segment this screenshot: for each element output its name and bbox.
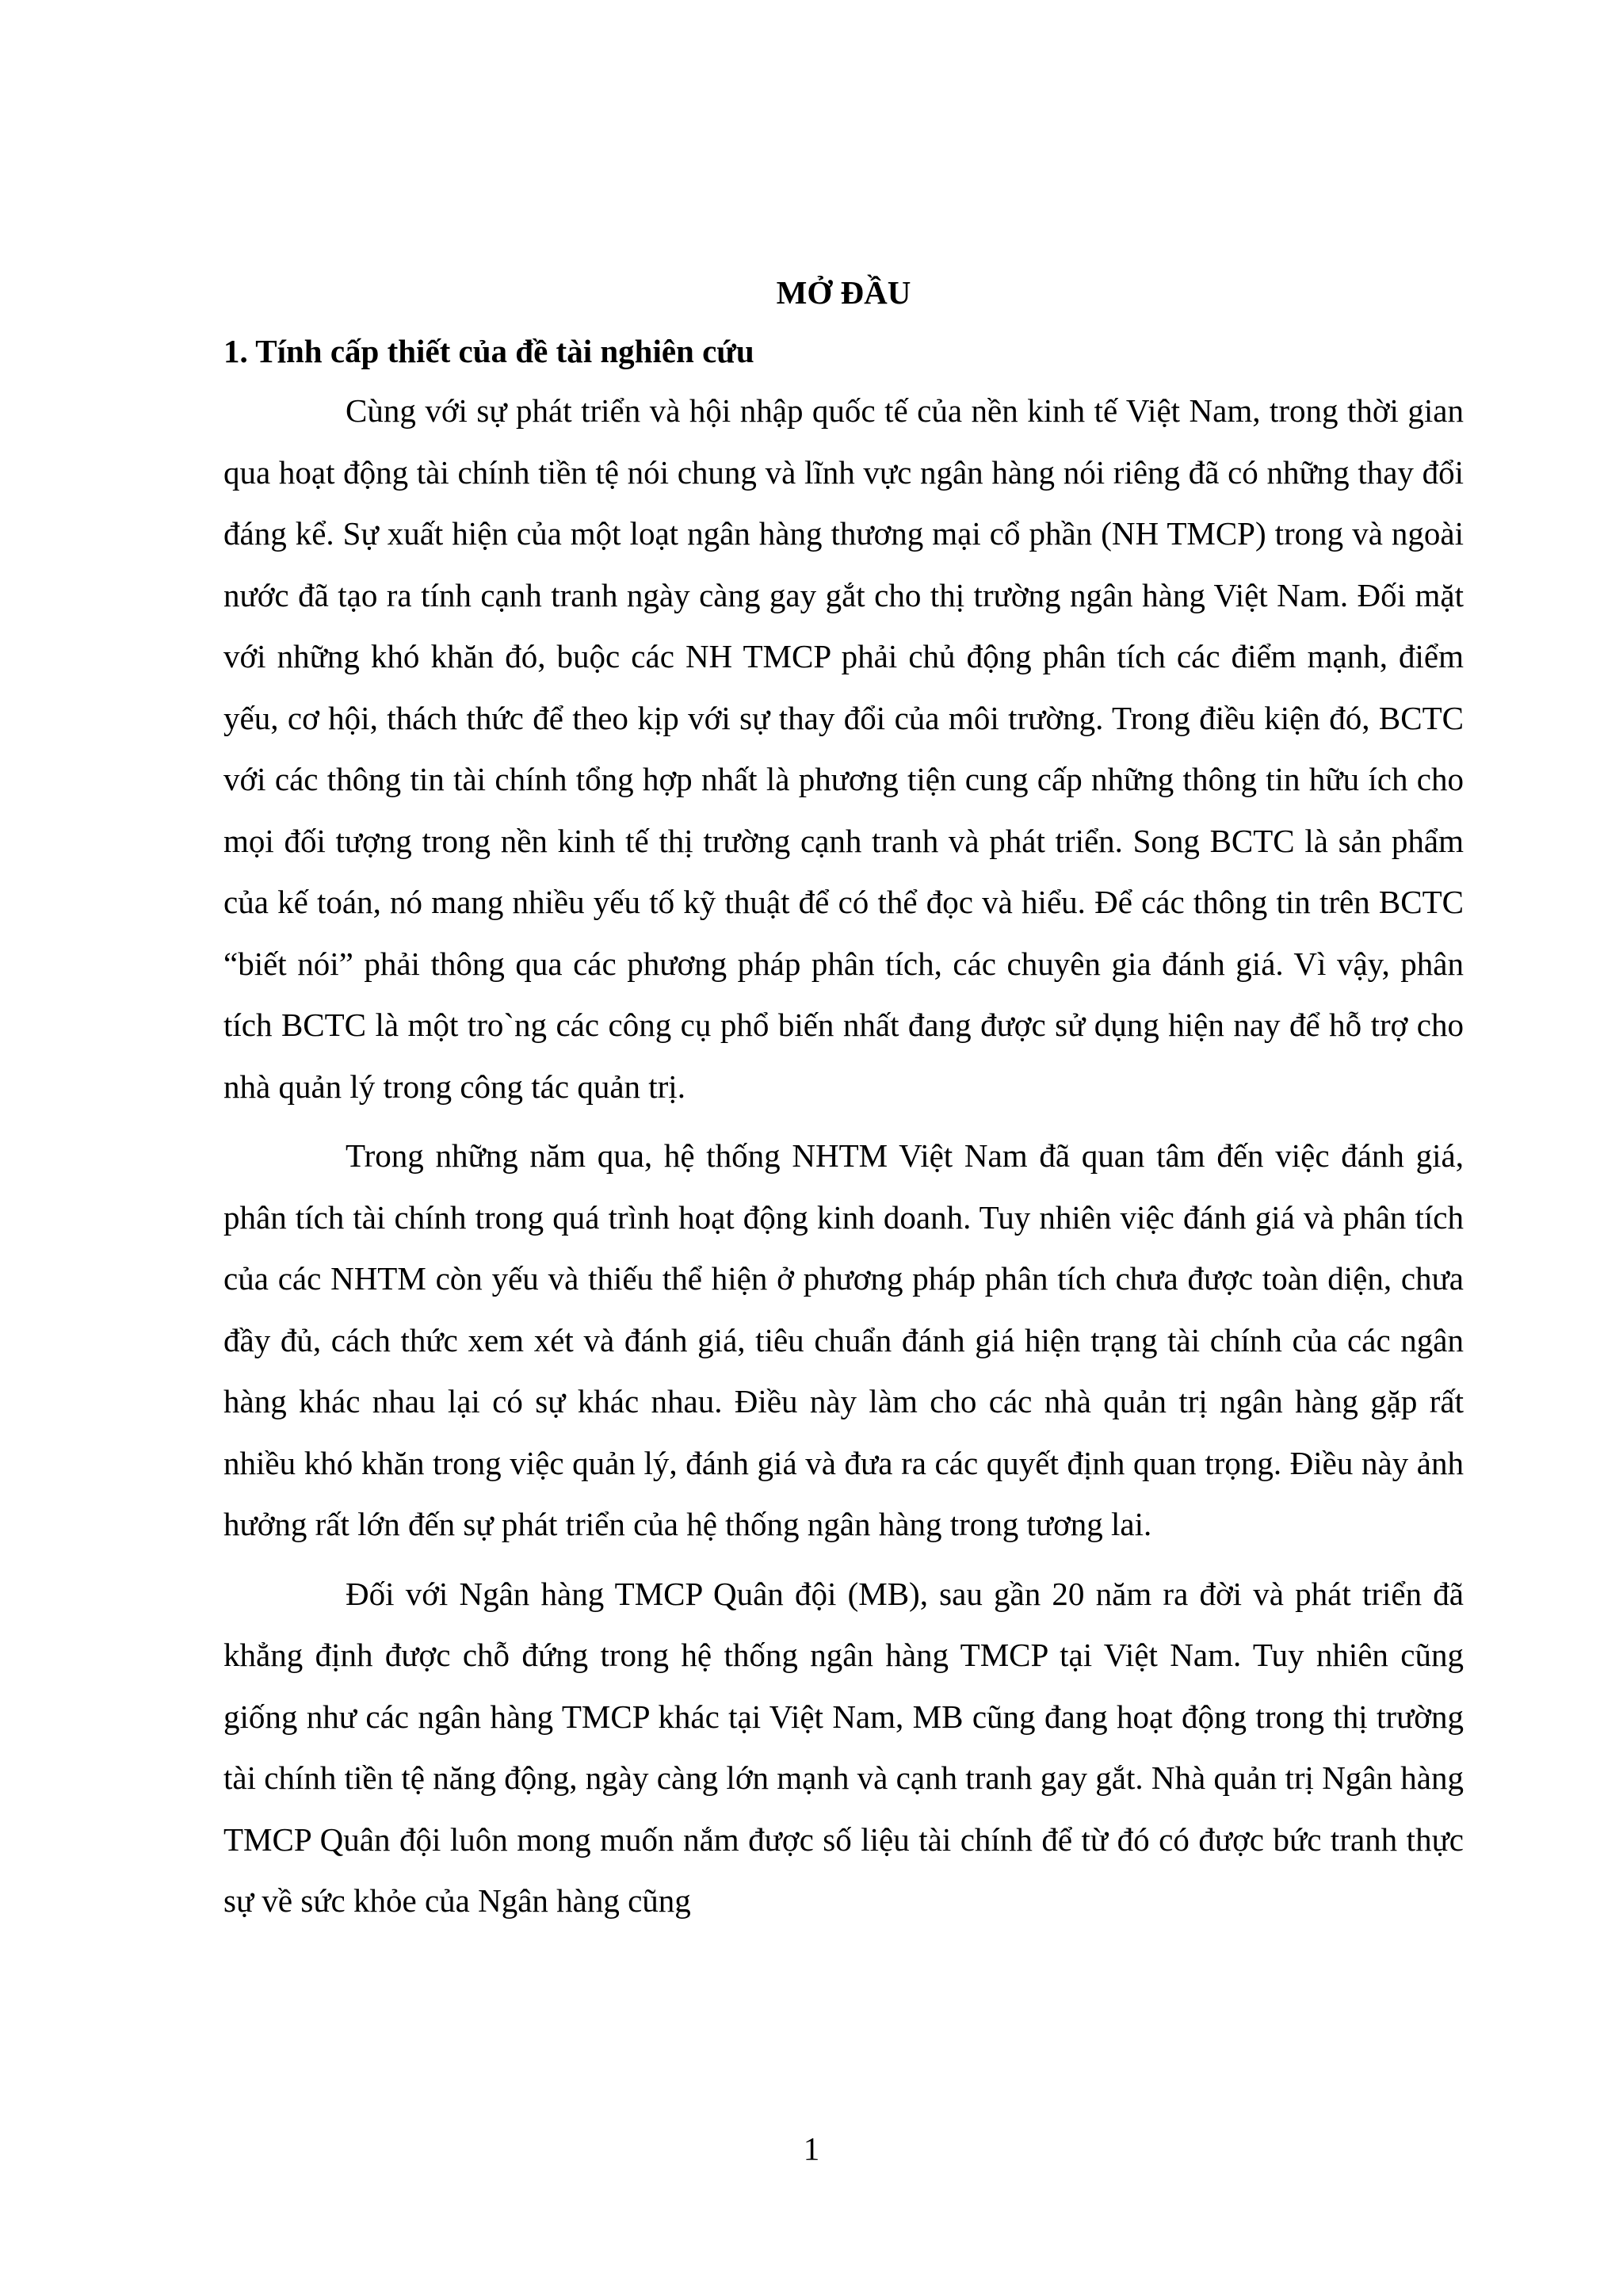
page-number: 1: [803, 2130, 820, 2167]
body-paragraph: Trong những năm qua, hệ thống NHTM Việt Nam đã quan tâm đến việc đánh giá, phân tích tài chính trong quá trình hoạt động kinh doanh. Tuy nhiên việc đánh giá và phân tích của các NHTM còn yếu và thiếu thể hiện ở phương pháp phân tích chưa được toàn diện, chưa đầy đủ, cách thức xem xét và đánh giá, tiêu chuẩn đánh giá hiện trạng tài chính của các ngân hàng khác nhau lại có sự khác nhau. Điều này làm cho các nhà quản trị ngân hàng gặp rất nhiều khó khăn trong việc quản lý, đánh giá và đưa ra các quyết định quan trọng. Điều này ảnh hưởng rất lớn đến sự phát triển của hệ thống ngân hàng trong tương lai.: [223, 1137, 1464, 1542]
document-title: MỞ ĐẦU: [776, 274, 911, 311]
body-paragraph: Đối với Ngân hàng TMCP Quân đội (MB), sau gần 20 năm ra đời và phát triển đã khẳng định được chỗ đứng trong hệ thống ngân hàng TMCP tại Việt Nam. Tuy nhiên cũng giống như các ngân hàng TMCP khác tại Việt Nam, MB cũng đang hoạt động trong thị trường tài chính tiền tệ năng động, ngày càng lớn mạnh và cạnh tranh gay gắt. Nhà quản trị Ngân hàng TMCP Quân đội luôn mong muốn nắm được số liệu tài chính để từ đó có được bức tranh thực sự về sức khỏe của Ngân hàng cũng: [223, 1575, 1464, 1919]
body-paragraph: Cùng với sự phát triển và hội nhập quốc tế của nền kinh tế Việt Nam, trong thời gian qua hoạt động tài chính tiền tệ nói chung và lĩnh vực ngân hàng nói riêng đã có những thay đổi đáng kể. Sự xuất hiện của một loạt ngân hàng thương mại cổ phần (NH TMCP) trong và ngoài nước đã tạo ra tính cạnh tranh ngày càng gay gắt cho thị trường ngân hàng Việt Nam. Đối mặt với những khó khăn đó, buộc các NH TMCP phải chủ động phân tích các điểm mạnh, điểm yếu, cơ hội, thách thức để theo kịp với sự thay đổi của môi trường. Trong điều kiện đó, BCTC với các thông tin tài chính tổng hợp nhất là phương tiện cung cấp những thông tin hữu ích cho mọi đối tượng trong nền kinh tế thị trường cạnh tranh và phát triển. Song BCTC là sản phẩm của kế toán, nó mang nhiều yếu tố kỹ thuật để có thể đọc và hiểu. Để các thông tin trên BCTC “biết nói” phải thông qua các phương pháp phân tích, các chuyên gia đánh giá. Vì vậy, phân tích BCTC là một tro`ng các công cụ phổ biến nhất đang được sử dụng hiện nay để hỗ trợ cho nhà quản lý trong công tác quản trị.: [223, 392, 1464, 1105]
section-heading: 1. Tính cấp thiết của đề tài nghiên cứu: [223, 333, 754, 369]
page-content: [223, 269, 1464, 1932]
